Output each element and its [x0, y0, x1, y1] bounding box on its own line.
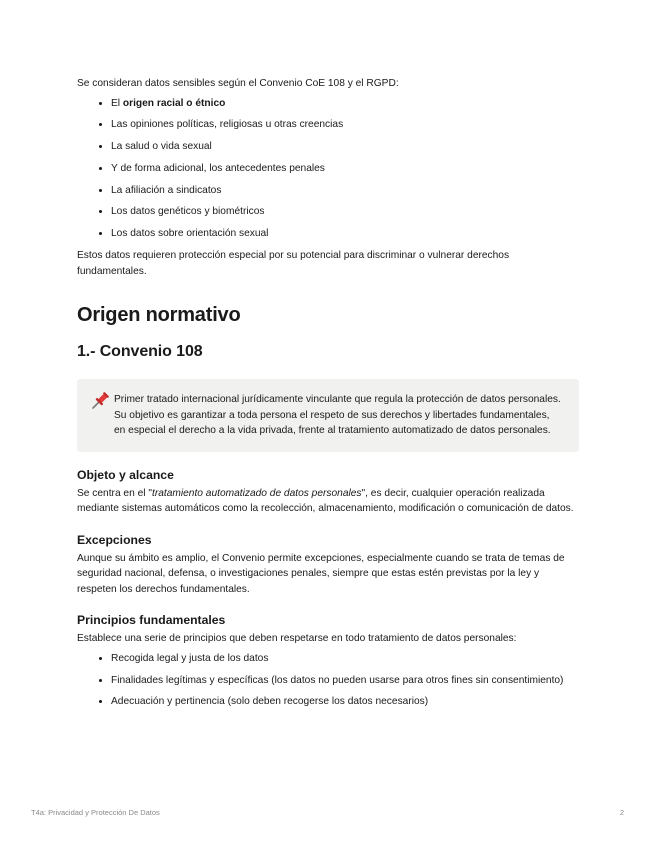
- list-item: • La salud o vida sexual: [111, 139, 579, 155]
- objeto-italic-term: tratamiento automatizado de datos personales: [151, 487, 362, 499]
- principios-paragraph: Establece una serie de principios que deben respetarse en todo tratamiento de datos personales:: [77, 633, 517, 645]
- section-principios: [77, 612, 579, 710]
- excepciones-paragraph: Aunque su ámbito es amplio, el Convenio permite excepciones, especialmente cuando se trata de temas de seguridad nacional, defensa, o investigaciones penales, siempre que estas estén previstas por la ley y respeten los derechos fundamentales.: [77, 552, 565, 595]
- list-item-bold: origen racial o étnico: [122, 97, 226, 109]
- list-item: [111, 96, 579, 112]
- list-item: • Y de forma adicional, los antecedentes penales: [111, 161, 579, 177]
- page-number: 2: [619, 808, 624, 817]
- heading-convenio-108: 1.- Convenio 108: [77, 343, 203, 361]
- section-objeto: [77, 467, 579, 517]
- heading-objeto-alcance: Objeto y alcance: [77, 467, 174, 482]
- heading-excepciones: Excepciones: [77, 532, 152, 547]
- objeto-text-start: Se centra en el ": [77, 487, 152, 499]
- document-page: [77, 76, 579, 716]
- principles-list: [77, 651, 579, 710]
- protection-note: Estos datos requieren protección especial por su potencial para discriminar o vulnerar derechos fundamentales.: [77, 250, 510, 277]
- section-excepciones: [77, 532, 579, 598]
- list-item: • Finalidades legítimas y específicas (los datos no pueden usarse para otros fines sin consentimiento): [111, 673, 579, 689]
- objeto-text-end: ", es decir, cualquier operación realizada mediante sistemas automáticos como la recolección, almacenamiento, modificación o comunicación de datos.: [77, 487, 574, 515]
- callout-box: [77, 379, 579, 452]
- list-item: • Los datos genéticos y biométricos: [111, 204, 579, 220]
- list-item: • Recogida legal y justa de los datos: [111, 651, 579, 667]
- heading-origen-normativo: Origen normativo: [77, 304, 241, 327]
- list-item: • Los datos sobre orientación sexual: [111, 226, 579, 242]
- intro-paragraph: Se consideran datos sensibles según el Convenio CoE 108 y el RGPD:: [77, 78, 399, 89]
- objeto-paragraph: [77, 486, 579, 517]
- list-item: • Adecuación y pertinencia (solo deben recogerse los datos necesarios): [111, 694, 579, 710]
- footer-title: T4a: Privacidad y Protección De Datos: [31, 808, 160, 817]
- pushpin-icon: [90, 391, 110, 411]
- list-item: • La afiliación a sindicatos: [111, 183, 579, 199]
- heading-principios: Principios fundamentales: [77, 613, 226, 628]
- callout-text: Primer tratado internacional jurídicamente vinculante que regula la protección de datos personales. Su objetivo es garantizar a toda persona el respeto de sus derechos y libertades fundamentales, en especial el derecho a la vida privada, frente al tratamiento automatizado de datos personales.: [114, 394, 561, 437]
- sensitive-data-list: [77, 96, 579, 242]
- list-item-prefix: El: [111, 97, 123, 109]
- list-item: • Las opiniones políticas, religiosas u otras creencias: [111, 117, 579, 133]
